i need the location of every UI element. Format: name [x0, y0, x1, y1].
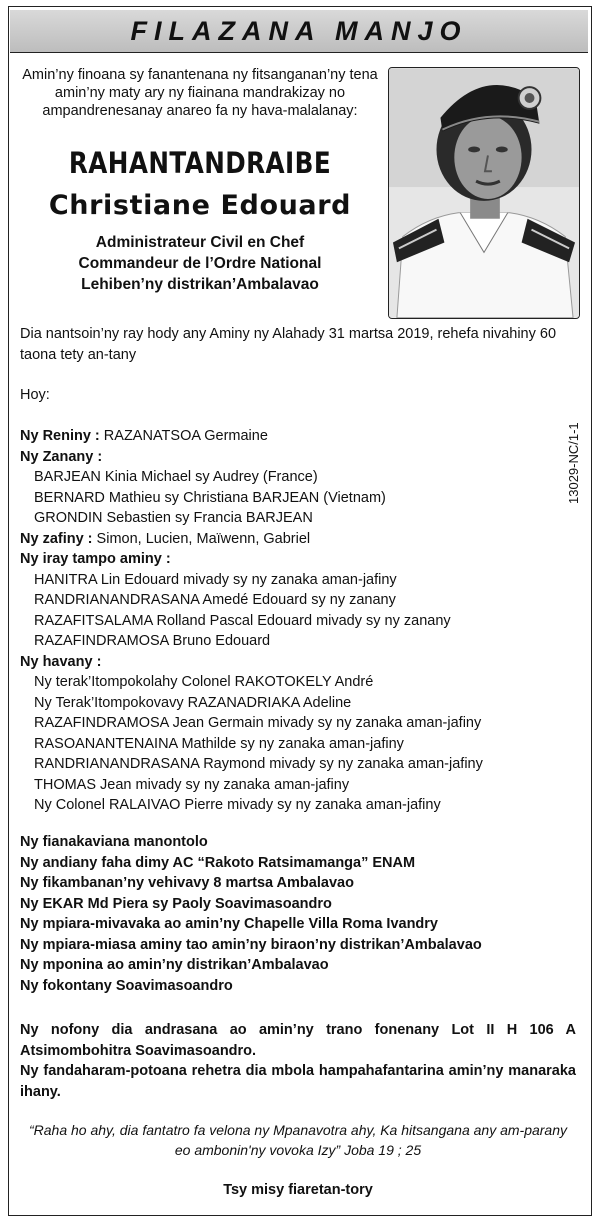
list-item: GRONDIN Sebastien sy Francia BARJEAN [34, 510, 313, 526]
grandchildren-line [20, 529, 576, 550]
list-item: RAZAFINDRAMOSA Bruno Edouard [34, 633, 271, 649]
list-item: Ny fikambanan’ny vehivavy 8 martsa Ambalavao [20, 875, 354, 891]
relatives-label: Ny havany : [20, 653, 102, 670]
list-item: Ny terak’Itompokolahy Colonel RAKOTOKELY André [34, 674, 374, 690]
list-item: Ny mpiara-mivavaka ao amin’ny Chapelle Villa Roma Ivandry [20, 916, 438, 932]
list-item: HANITRA Lin Edouard mivady sy ny zanaka aman-jafiny [34, 571, 397, 588]
list-item: Ny fianakaviana manontolo [20, 834, 208, 850]
mother-label: Ny Reniny : [20, 428, 100, 444]
list-item: Ny mpiara-miasa aminy tao amin’ny biraon’ny distrikan’Ambalavao [20, 936, 482, 953]
list-item: Ny Terak’Itompokovavy RAZANADRIAKA Adeline [34, 694, 352, 711]
reference-code: 13029-NC/1-1 [566, 422, 581, 504]
list-item: Ny mponina ao amin’ny distrikan’Ambalavao [20, 957, 329, 973]
title-line: Commandeur de l’Ordre National [78, 255, 322, 272]
deceased-titles [22, 232, 378, 295]
list-item: BERNARD Mathieu sy Christiana BARJEAN (Vietnam) [34, 489, 386, 506]
deceased-surname: RAHANTANDRAIBE [68, 146, 332, 180]
hoy-label: Hoy: [20, 387, 50, 403]
grandchildren-names: Simon, Lucien, Maïwenn, Gabriel [96, 530, 311, 547]
grandchildren-label: Ny zafiny : [20, 530, 93, 547]
siblings-label: Ny iray tampo aminy : [20, 551, 171, 567]
title-line: Administrateur Civil en Chef [95, 234, 305, 251]
schedule-note: Ny fandaharam-potoana rehetra dia mbola hampahafantarina amin’ny manaraka ihany. [20, 1063, 576, 1100]
list-item: Ny Colonel RALAIVAO Pierre mivady sy ny zanaka aman-jafiny [34, 797, 441, 813]
list-item: BARJEAN Kinia Michael sy Audrey (France) [34, 469, 318, 485]
portrait-illustration [389, 68, 579, 318]
vigil-info [20, 1020, 576, 1102]
list-item: RASOANANTENAINA Mathilde sy ny zanaka aman-jafiny [34, 735, 404, 752]
family-list [20, 426, 576, 816]
mother-name: RAZANATSOA Germaine [103, 428, 268, 444]
list-item: Ny fokontany Soavimasoandro [20, 977, 233, 994]
list-item: RAZAFINDRAMOSA Jean Germain mivady sy ny zanaka aman-jafiny [34, 715, 482, 731]
vigil-location: Ny nofony dia andrasana ao amin’ny trano fonenany Lot II H 106 A Atsimombohitra Soavimasoandro. [20, 1022, 576, 1059]
death-notice: Dia nantsoin’ny ray hody any Aminy ny Alahady 31 martsa 2019, rehefa nivahiny 60 taona tety an-tany [20, 326, 557, 363]
list-item: RANDRIANANDRASANA Amedé Edouard sy ny zanany [34, 592, 396, 608]
list-item: THOMAS Jean mivady sy ny zanaka aman-jafiny [34, 776, 350, 793]
list-item: RANDRIANANDRASANA Raymond mivady sy ny zanaka aman-jafiny [34, 756, 483, 772]
scripture-quote: “Raha ho ahy, dia fantatro fa velona ny Mpanavotra ahy, Ka hitsangana any am-parany eo ambonin'ny vovoka Izy” Joba 19 ; 25 [28, 1122, 568, 1158]
list-item: RAZAFITSALAMA Rolland Pascal Edouard mivady sy ny zanany [34, 612, 451, 629]
mother-line [20, 426, 576, 447]
children-label: Ny Zanany : [20, 448, 103, 465]
title-line: Lehiben’ny distrikan’Ambalavao [81, 276, 319, 293]
portrait-photo [388, 67, 580, 319]
organizations-list [20, 832, 576, 996]
closing-line: Tsy misy fiaretan-tory [223, 1182, 373, 1198]
list-item: Ny EKAR Md Piera sy Paoly Soavimasoandro [20, 895, 332, 912]
list-item: Ny andiany faha dimy AC “Rakoto Ratsimamanga” ENAM [20, 854, 416, 871]
notice-banner: FILAZANA MANJO [10, 10, 588, 53]
intro-text: Amin’ny finoana sy fanantenana ny fitsanganan’ny tena amin’ny maty ary ny fiainana mandrakizay no ampandrenesanay anareo fa ny hava-malalanay: [22, 67, 378, 119]
deceased-given-names: Christiane Edouard [48, 190, 352, 221]
